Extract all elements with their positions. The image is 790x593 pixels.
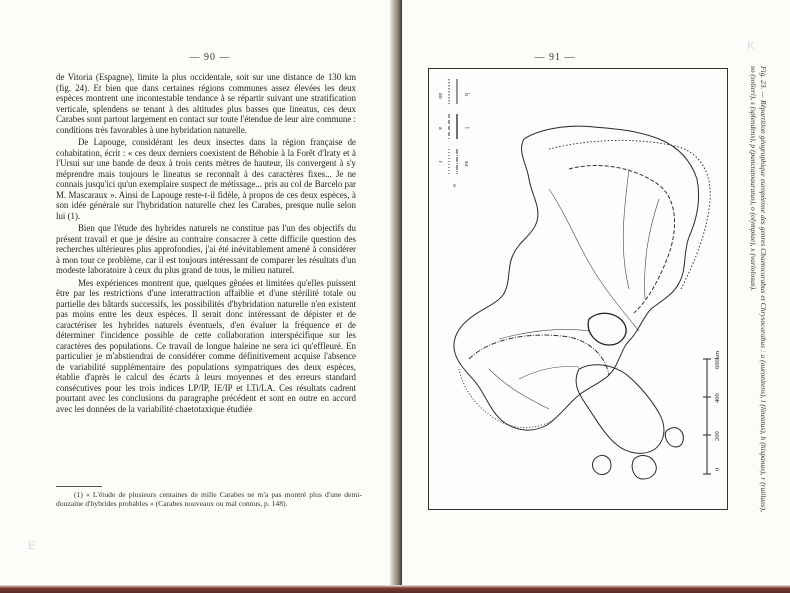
- paragraph-1: de Vitoria (Espagne), limite la plus occidentale, soit sur une distance de 130 km (fig. 24). Et bien que dans certaines régions communes assez élevées les deux espèces montrent une incontestable tendance à se répartir suivant une stratification verticale, splendens se tenant à des altitudes plus basses que lineatus, ces deux Carabes sont partout largement en contact sur toute l'étendue de leur aire commune : conditions très favorables à une hybridation naturelle.: [56, 72, 356, 135]
- legend-label: ao: [437, 93, 443, 99]
- island: [632, 456, 656, 479]
- legend-label: so: [463, 161, 469, 167]
- figure-caption: Fig. 23. — Répartition géographique européenne des genres Chaetocarabus et Chrysocarabus : a (auronitens), l (lineatus), h (hispanus), r (rutilans), so (solieri), s (splendens), p (punctatoauratus), o (olympiae), x (variolosus).: [749, 66, 768, 512]
- legend-label: r: [437, 161, 443, 163]
- europe-map-svg: [429, 69, 727, 509]
- paragraph-4: Mes expériences montrent que, quelques gênées et limitées qu'elles puissent être par les restrictions d'une interattraction affaiblie et d'une stérilité totale ou partielle des bâtards successifs, les possibilités d'hybridation naturelle n'en existent pas moins entre les deux espèces. Il serait donc intéressant de dépister et de caractériser les hybrides naturels éventuels, d'en évaluer la fréquence et de déterminer l'incidence possible de cette collaboration interspécifique sur les caractères des populations. Ce travail de longue haleine ne sera ici qu'effleuré. En particulier je m'abstiendrai de considérer comme définitivement acquise l'absence de variabilité supplémentaire des populations sympatriques des deux espèces, établie d'après le calcul des écarts à leurs moyennes et des erreurs standard consécutives pour les trois indices LP/IP, IE/IP et LTi/LA. Ces résultats cadrent pourtant avec les conclusions du paragraphe précédent et sont en outre en accord avec les données de la variabilité chaetotaxique étudiée: [56, 277, 356, 414]
- scale-bar: [703, 351, 721, 474]
- figure-caption-column: [728, 66, 768, 512]
- paragraph-3: Bien que l'étude des hybrides naturels ne constitue pas l'un des objectifs du présent travail et que je désire au contraire consacrer à cette difficile question des recherches ultérieures plus approfondies, j'ai été inévitablement amené à considérer à mon tour ce problème, car il est toujours intéressant de comparer les résultats d'un modeste laboratoire à ceux du plus grand de tous, le milieu naturel.: [56, 223, 356, 275]
- range-boundary-dashdot: [469, 335, 609, 375]
- body-text: [56, 72, 356, 416]
- footnote-rule: [56, 486, 102, 487]
- coastline-south: [576, 365, 664, 454]
- legend-label: h: [463, 93, 469, 96]
- scale-label: 0: [714, 467, 721, 471]
- map-legend: [437, 79, 469, 189]
- rivers: [489, 169, 659, 409]
- page-number-left: — 90 —: [189, 52, 231, 63]
- scale-label: 400: [714, 393, 721, 403]
- legend-label: l: [463, 127, 469, 129]
- distribution-map: [428, 68, 728, 510]
- scale-label: 600km: [714, 350, 721, 369]
- range-boundary-dotted: [549, 140, 710, 289]
- paragraph-2: De Lapouge, considérant les deux insectes dans la région française de cohabitation, écrit : « ces deux derniers coexistent de Béhobie à la Forêt d'Iraty et à l'Ursui sur une bande de deux à trois cents mètres de hauteur, ils convergent à s'y méprendre mais toujours le lineatus se reconnaît à des caractères fixes... Je ne connais jusqu'ici qu'un exemplaire suspect de métissage... pris au col de Barcelo par M. Mascaraux ». Ainsi de Lapouge reste-t-il fidèle, à propos de ces deux espèces, à son idée générale sur l'hybridation naturelle chez les Carabes, presque nulle selon lui (1).: [56, 137, 356, 221]
- island: [665, 428, 683, 447]
- range-boundary-dotted-west: [459, 369, 555, 428]
- watermark-letter: K: [747, 40, 755, 52]
- range-boundary-solid: [588, 313, 626, 345]
- book-bottom-edge: [0, 585, 790, 593]
- range-boundary-dashed: [569, 166, 675, 313]
- legend-label: a: [437, 127, 443, 130]
- footnote: (1) « L'étude de plusieurs centaines de mille Carabes ne m'a pas montré plus d'une demi-douzaine d'hybrides probables » (Carabes nouveaux ou mal connus, p. 148).: [56, 490, 362, 509]
- watermark-letter: E: [28, 540, 36, 552]
- island: [593, 455, 612, 474]
- legend-label: x: [453, 183, 456, 189]
- page-number-right: — 91 —: [534, 52, 576, 63]
- scale-label: 200: [714, 431, 721, 441]
